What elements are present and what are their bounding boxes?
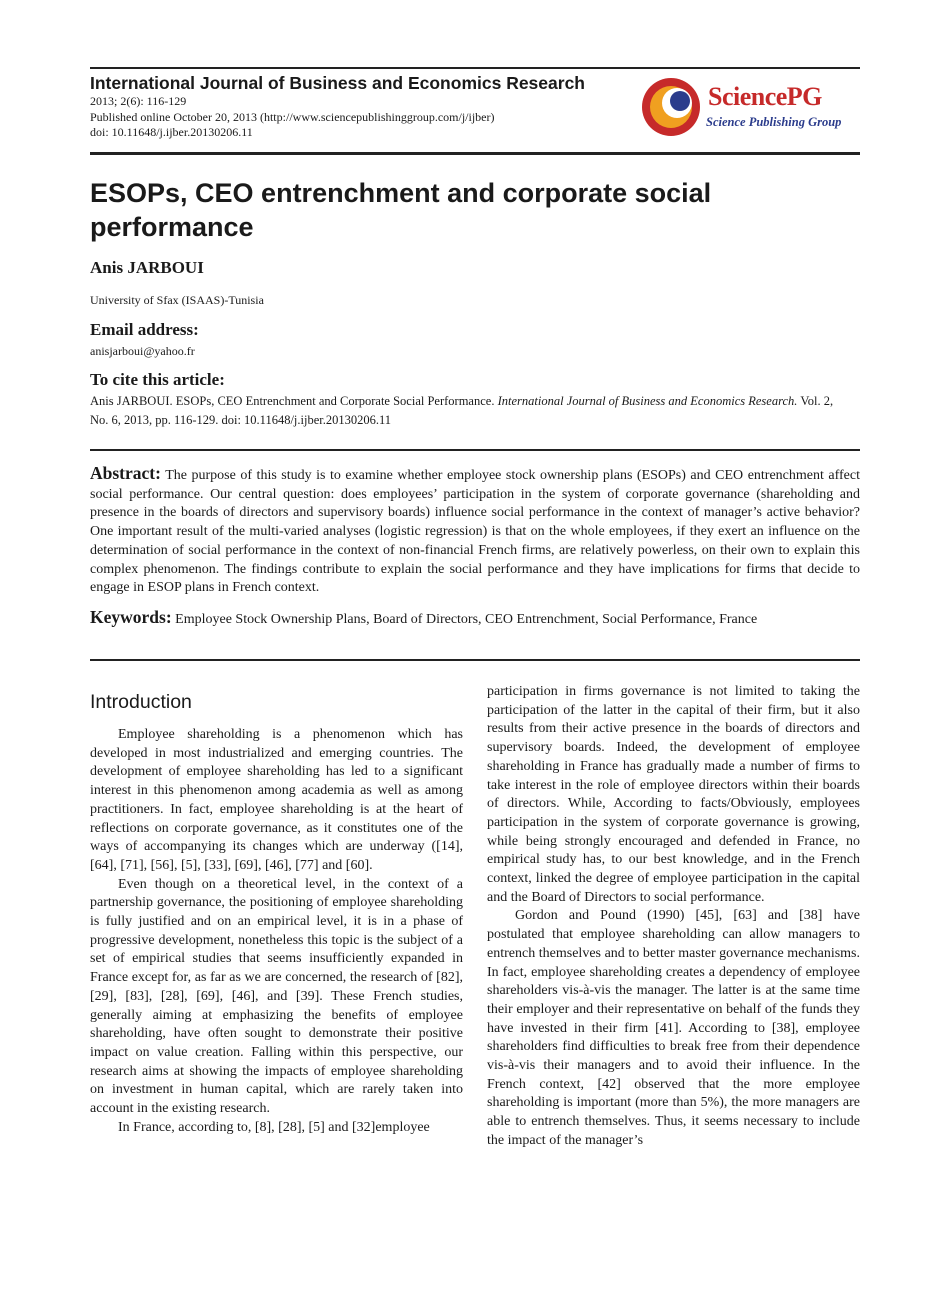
journal-header xyxy=(90,72,630,141)
citation-details: Vol. 2, No. 6, 2013, pp. 116-129. doi: 10.11648/j.ijber.20130206.11 xyxy=(90,394,834,427)
header-top-rule xyxy=(90,67,860,69)
header-bottom-rule xyxy=(90,152,860,155)
citation xyxy=(90,392,850,430)
citation-text: Anis JARBOUI. ESOPs, CEO Entrenchment and Corporate Social Performance. xyxy=(90,394,495,408)
left-column xyxy=(90,690,463,1137)
abstract-bottom-rule xyxy=(90,659,860,661)
journal-name: International Journal of Business and Economics Research xyxy=(90,73,585,93)
abstract xyxy=(90,464,860,598)
author-affiliation: University of Sfax (ISAAS)-Tunisia xyxy=(90,293,264,307)
email-label: Email address: xyxy=(90,320,199,339)
abstract-top-rule xyxy=(90,449,860,451)
abstract-label: Abstract: xyxy=(90,463,161,483)
paragraph: Even though on a theoretical level, in the context of a partnership governance, the positioning of employee shareholding is fully justified and on an empirical level, it is in a phase of progressive development, nonetheless this topic is the subject of a set of empirical studies that seems insufficiently expanded in France except for, as far as we are concerned, the research of [82], [29], [83], [28], [69], [46], and [39]. These French studies, generally aiming at emphasizing the benefits of employee shareholding, have often sought to demonstrate their positive impact on value creation. Falling within this perspective, our research aims at showing the impacts of employee shareholding on investment in human capital, which are rarely taken into account in the existing research. xyxy=(90,876,463,1117)
paragraph: Employee shareholding is a phenomenon which has developed in most industrialized and emerging countries. The development of employee shareholding has led to a significant interest in this phenomenon among academia as well as among practitioners. In fact, employee shareholding is at the heart of reflections on corporate governance, as it constitutes one of the ways of accompanying its changes which are underway ([14], [64], [71], [56], [5], [33], [69], [46], [77] and [60]. xyxy=(90,727,463,873)
cite-label: To cite this article: xyxy=(90,370,225,389)
sciencepg-logo xyxy=(640,76,855,140)
article-title: ESOPs, CEO entrenchment and corporate social performance xyxy=(90,178,712,242)
email-address: anisjarboui@yahoo.fr xyxy=(90,344,195,358)
paragraph: participation in firms governance is not limited to taking the participation of the latter in the capital of their firm, but it also results from their active presence in the boards of directors and supervisory boards. Indeed, the development of employee shareholding in France has gradually made a number of firms to take interest in the role of employee directors within their boards of directors. While, According to facts/Obviously, employees participation in the system of corporate governance is growing, while being strongly encouraged and defended in France, no empirical study has, to our best knowledge, and in the French context, linked the degree of employee participation in the capital and the Board of Directors to social performance. xyxy=(487,684,860,905)
keywords xyxy=(90,607,860,630)
header-doi: doi: 10.11648/j.ijber.20130206.11 xyxy=(90,125,253,139)
abstract-text: The purpose of this study is to examine whether employee stock ownership plans (ESOPs) and CEO entrenchment affect social performance. Our central question: does employees’ participation in the system of corporate governance (shareholding and presence in the boards of directors and supervisory boards) influence social performance in the context of manager’s active behavior? One important result of the multi-varied analyses (logistic regression) is that on the whole employees, if they exert an influence on the determination of social performance in the context of non-financial French firms, are relatively powerless, on their own to explain this complex phenomenon. The findings contribute to explain the social performance and they have implications for firms that decide to engage in ESOP plans in French context. xyxy=(90,468,861,596)
logo-subtitle: Science Publishing Group xyxy=(706,115,842,129)
sciencepg-logo-icon xyxy=(640,76,702,138)
right-column xyxy=(487,683,860,1151)
paragraph: Gordon and Pound (1990) [45], [63] and [38] have postulated that employee shareholding can allow managers to entrench themselves and to better master governance mechanisms. In fact, employee shareholding creates a dependency of employee shareholders vis-à-vis the manager. The latter is at the same time their employer and their representative on behalf of the funds they have invested in their firm [41]. According to [38], employee shareholders find difficulties to break free from their dependence vis-à-vis their managers and to avoid their influence. In the French context, [42] observed that the more employee shareholding is important (more than 5%), the more managers are able to entrench themselves. Thus, it seems necessary to include the impact of the manager’s xyxy=(487,908,860,1148)
section-heading-introduction: Introduction xyxy=(90,691,192,713)
author-name: Anis JARBOUI xyxy=(90,258,204,277)
keywords-text: Employee Stock Ownership Plans, Board of Directors, CEO Entrenchment, Social Performance, France xyxy=(175,612,758,627)
citation-journal: International Journal of Business and Economics Research. xyxy=(497,394,798,408)
paragraph: In France, according to, [8], [28], [5] and [32]employee xyxy=(118,1119,430,1135)
issue-info: 2013; 2(6): 116-129 xyxy=(90,94,187,108)
published-info: Published online October 20, 2013 (http://www.sciencepublishinggroup.com/j/ijber) xyxy=(90,109,495,124)
logo-name: SciencePG xyxy=(708,82,822,111)
keywords-label: Keywords: xyxy=(90,607,172,627)
